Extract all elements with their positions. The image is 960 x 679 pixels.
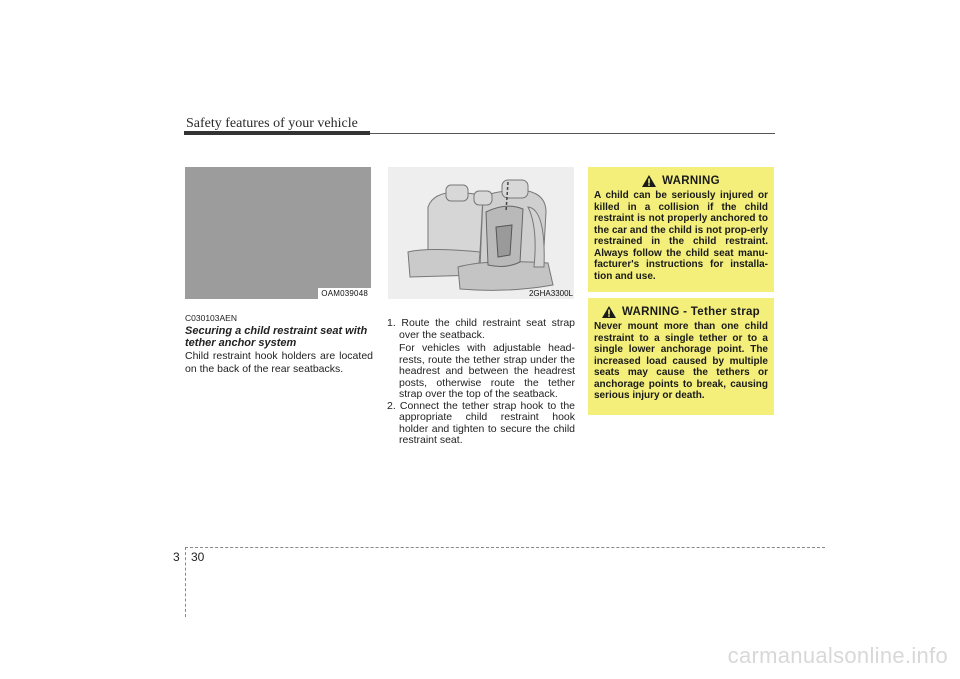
warning-title: WARNING - Tether strap (621, 306, 760, 318)
footer-divider (185, 547, 186, 617)
page-header-title: Safety features of your vehicle (186, 116, 358, 131)
instruction-steps (387, 318, 575, 447)
image-code-label: 2GHA3300L (528, 289, 573, 298)
rear-seat-drawing (388, 167, 574, 299)
warning-text: Never mount more than one child restraint to a single tether or to a single lower anchorage point. The increased load caused by multiple seats may cause the tethers or anchorage points to break, causing serious injury or death. (594, 321, 768, 401)
warning-heading (594, 175, 768, 187)
warning-title: WARNING (662, 175, 720, 187)
watermark: carmanualsonline.info (727, 643, 948, 668)
instruction-step (387, 318, 575, 401)
page-number: 30 (191, 550, 205, 564)
footer-rule (185, 547, 825, 548)
section-body: Child restraint hook holders are located on the back of the rear seatbacks. (185, 350, 373, 375)
section-code: C030103AEN (185, 313, 237, 323)
warning-text: A child can be seriously injured or killed in a collision if the child restraint is not properly anchored to the car and the child is not prop-erly restrained in the child restraint. Always follow the child seat manu-facturer's instructions for installa-tion and use. (594, 190, 768, 282)
warning-box (588, 167, 774, 292)
warning-box (588, 298, 774, 415)
step-text: 1. Route the child restraint seat strap over the seatback. (387, 317, 575, 341)
rear-seatback-photo (185, 167, 371, 299)
header-bar (184, 131, 370, 135)
image-code-label: OAM039048 (318, 288, 371, 299)
warning-heading (594, 306, 768, 318)
child-seat-illustration (388, 167, 574, 299)
step-text: 2. Connect the tether strap hook to the appropriate child restraint hook holder and tighten to secure the child restraint seat. (387, 399, 575, 446)
page-section-number: 3 (173, 550, 180, 564)
section-subheading: Securing a child restraint seat with tether anchor system (185, 325, 368, 349)
instruction-step (387, 401, 575, 447)
step-subtext: For vehicles with adjustable head-rests, route the tether strap under the headrest and between the headrest posts, otherwise route the tether strap over the top of the seatback. (399, 342, 575, 400)
warning-triangle-icon (642, 175, 656, 187)
warning-triangle-icon (602, 306, 616, 318)
header-rule (370, 133, 775, 134)
